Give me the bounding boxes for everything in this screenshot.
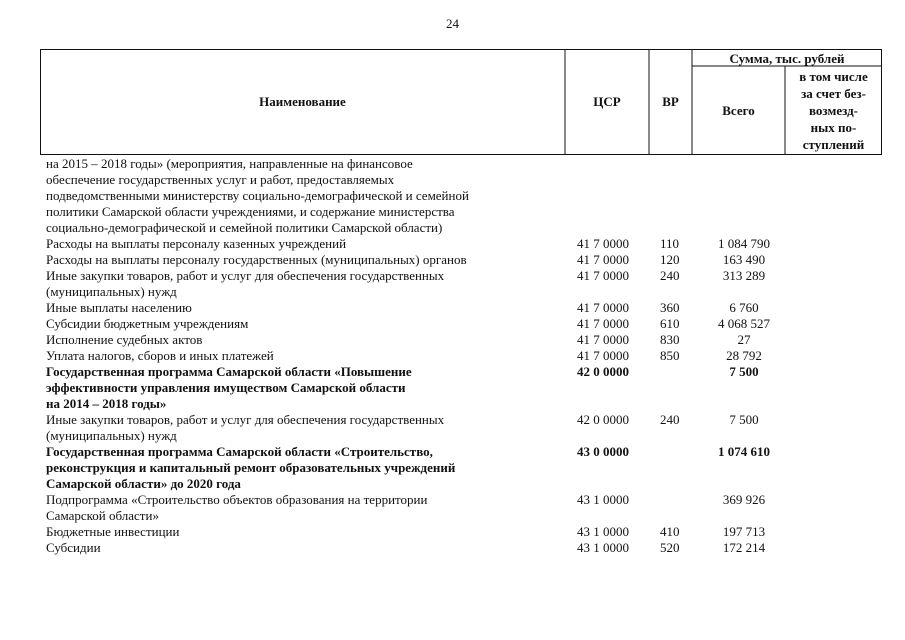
row-total: 28 792	[726, 348, 762, 363]
row-total: 27	[737, 332, 751, 347]
row-total: 369 926	[722, 492, 766, 507]
row-name: Расходы на выплаты персоналу казенных учреждений	[46, 236, 347, 251]
row-csr: 41 7 0000	[577, 300, 629, 315]
row-vr: 360	[660, 300, 680, 315]
row-name: Государственная программа Самарской области «Строительство, реконструкция и капитальный ремонт образовательных учреждений Самарской области» до 2020 года	[46, 444, 456, 491]
row-csr: 41 7 0000	[577, 348, 629, 363]
row-vr: 240	[660, 412, 680, 427]
row-total: 1 084 790	[718, 236, 770, 251]
row-vr: 830	[660, 332, 680, 347]
row-vr: 610	[660, 316, 680, 331]
row-csr: 41 7 0000	[577, 316, 629, 331]
row-csr: 43 1 0000	[577, 540, 629, 555]
row-total: 163 490	[722, 252, 766, 267]
row-total: 4 068 527	[718, 316, 770, 331]
table-row	[0, 540, 905, 556]
row-vr: 110	[660, 236, 680, 251]
table-header	[40, 49, 882, 155]
row-name: Иные закупки товаров, работ и услуг для обеспечения государственных (муниципальных) нужд	[46, 268, 445, 299]
header-csr: ЦСР	[593, 94, 621, 109]
table-row	[0, 492, 905, 524]
row-total: 1 074 610	[718, 444, 770, 459]
page-number: 24	[446, 16, 459, 31]
table-row	[0, 412, 905, 444]
table-row	[0, 316, 905, 332]
row-csr: 41 7 0000	[577, 268, 629, 283]
table-body	[0, 156, 905, 556]
row-vr: 850	[660, 348, 680, 363]
row-total: 172 214	[722, 540, 766, 555]
row-csr: 41 7 0000	[577, 252, 629, 267]
table-row	[0, 444, 905, 492]
row-name: Субсидии бюджетным учреждениям	[46, 316, 249, 331]
table-row	[0, 156, 905, 236]
table-row	[0, 332, 905, 348]
row-name: Иные закупки товаров, работ и услуг для обеспечения государственных (муниципальных) нужд	[46, 412, 445, 443]
row-csr: 43 1 0000	[577, 492, 629, 507]
row-csr: 41 7 0000	[577, 332, 629, 347]
row-csr: 43 1 0000	[577, 524, 629, 539]
header-name: Наименование	[259, 94, 346, 109]
row-total: 6 760	[729, 300, 759, 315]
header-gratuitous: в том числе за счет без- возмезд- ных по- ступлений	[799, 69, 868, 152]
row-name: на 2015 – 2018 годы» (мероприятия, направленные на финансовое обеспечение государственных услуг и работ, предоставляемых подведомственными министерству социально-демографической и семейной политики Самарской области учреждениями, и содержание министерства социально-демографической и семейной политики Самарской области)	[46, 156, 469, 235]
table-row	[0, 252, 905, 268]
row-csr: 43 0 0000	[577, 444, 629, 459]
table-row	[0, 236, 905, 252]
row-vr: 520	[660, 540, 680, 555]
row-name: Государственная программа Самарской области «Повышение эффективности управления имуществом Самарской области на 2014 – 2018 годы»	[46, 364, 412, 411]
row-total: 313 289	[722, 268, 766, 283]
row-csr: 42 0 0000	[577, 412, 629, 427]
row-vr: 410	[660, 524, 680, 539]
row-name: Бюджетные инвестиции	[46, 524, 180, 539]
row-name: Уплата налогов, сборов и иных платежей	[46, 348, 274, 363]
table-row	[0, 348, 905, 364]
row-csr: 42 0 0000	[577, 364, 629, 379]
row-name: Субсидии	[46, 540, 101, 555]
table-row	[0, 364, 905, 412]
row-total: 7 500	[729, 412, 759, 427]
row-total: 197 713	[722, 524, 766, 539]
row-vr: 120	[660, 252, 680, 267]
row-name: Иные выплаты населению	[46, 300, 192, 315]
row-vr: 240	[660, 268, 680, 283]
row-total: 7 500	[729, 364, 759, 379]
row-name: Подпрограмма «Строительство объектов образования на территории Самарской области»	[46, 492, 428, 523]
header-sum-title: Сумма, тыс. рублей	[729, 51, 845, 66]
header-vr: ВР	[662, 94, 679, 109]
row-csr: 41 7 0000	[577, 236, 629, 251]
table-row	[0, 300, 905, 316]
header-total: Всего	[722, 103, 755, 118]
table-row	[0, 268, 905, 300]
table-row	[0, 524, 905, 540]
row-name: Расходы на выплаты персоналу государственных (муниципальных) органов	[46, 252, 467, 267]
row-name: Исполнение судебных актов	[46, 332, 203, 347]
